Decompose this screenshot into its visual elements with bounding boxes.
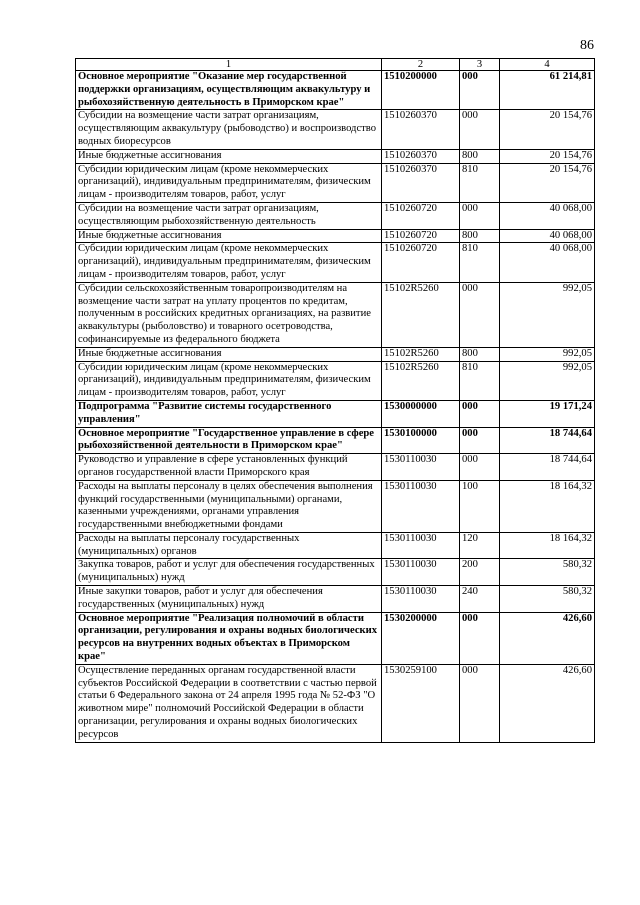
- row-code-cell: 1530110030: [382, 454, 460, 481]
- row-sum-cell: 18 744,64: [500, 427, 595, 454]
- row-code-cell: 1510260370: [382, 110, 460, 149]
- row-sum-cell: 40 068,00: [500, 243, 595, 282]
- row-type-cell: 100: [460, 480, 500, 532]
- row-code-cell: 1510200000: [382, 71, 460, 110]
- row-code-cell: 15102R5260: [382, 347, 460, 361]
- row-code-cell: 1530110030: [382, 480, 460, 532]
- budget-table: [75, 58, 595, 743]
- table-row: [76, 612, 595, 664]
- row-name-cell: Субсидии на возмещение части затрат организациям, осуществляющим рыбохозяйственную деятельность: [76, 202, 382, 229]
- row-name-cell: Субсидии юридическим лицам (кроме некоммерческих организаций), индивидуальным предпринимателям, физическим лицам - производителям товаров, работ, услуг: [76, 243, 382, 282]
- row-sum-cell: 580,32: [500, 586, 595, 613]
- table-row: [76, 532, 595, 559]
- table-row: [76, 163, 595, 202]
- row-name-cell: Основное мероприятие "Оказание мер государственной поддержки организациям, осуществляющим аквакультуру и рыбохозяйственную деятельность в Приморском крае": [76, 71, 382, 110]
- row-code-cell: 15102R5260: [382, 282, 460, 347]
- row-sum-cell: 20 154,76: [500, 163, 595, 202]
- row-sum-cell: 992,05: [500, 347, 595, 361]
- row-type-cell: 000: [460, 454, 500, 481]
- row-type-cell: 810: [460, 163, 500, 202]
- row-type-cell: 000: [460, 400, 500, 427]
- row-sum-cell: 18 744,64: [500, 454, 595, 481]
- row-code-cell: 1530110030: [382, 532, 460, 559]
- row-type-cell: 810: [460, 243, 500, 282]
- row-type-cell: 800: [460, 149, 500, 163]
- row-sum-cell: 61 214,81: [500, 71, 595, 110]
- row-type-cell: 240: [460, 586, 500, 613]
- table-row: [76, 361, 595, 400]
- row-sum-cell: 426,60: [500, 612, 595, 664]
- row-type-cell: 200: [460, 559, 500, 586]
- row-name-cell: Закупка товаров, работ и услуг для обеспечения государственных (муниципальных) нужд: [76, 559, 382, 586]
- row-code-cell: 1510260720: [382, 202, 460, 229]
- row-type-cell: 000: [460, 202, 500, 229]
- table-row: [76, 243, 595, 282]
- row-name-cell: Субсидии юридическим лицам (кроме некоммерческих организаций), индивидуальным предпринимателям, физическим лицам - производителям товаров, работ, услуг: [76, 361, 382, 400]
- table-row: [76, 71, 595, 110]
- row-code-cell: 1530110030: [382, 559, 460, 586]
- table-row: [76, 202, 595, 229]
- row-sum-cell: 426,60: [500, 664, 595, 742]
- row-code-cell: 1530110030: [382, 586, 460, 613]
- row-type-cell: 000: [460, 427, 500, 454]
- column-header-3: 3: [460, 59, 500, 71]
- table-row: [76, 480, 595, 532]
- row-code-cell: 1510260370: [382, 163, 460, 202]
- table-row: [76, 400, 595, 427]
- column-header-2: 2: [382, 59, 460, 71]
- row-name-cell: Иные бюджетные ассигнования: [76, 347, 382, 361]
- column-header-4: 4: [500, 59, 595, 71]
- row-code-cell: 15102R5260: [382, 361, 460, 400]
- table-row: [76, 229, 595, 243]
- table-row: [76, 149, 595, 163]
- row-type-cell: 000: [460, 612, 500, 664]
- table-row: [76, 110, 595, 149]
- row-sum-cell: 20 154,76: [500, 110, 595, 149]
- row-code-cell: 1530259100: [382, 664, 460, 742]
- row-sum-cell: 18 164,32: [500, 532, 595, 559]
- page-number: 86: [580, 38, 594, 53]
- table-row: [76, 347, 595, 361]
- row-name-cell: Основное мероприятие "Государственное управление в сфере рыбохозяйственной деятельности в Приморском крае": [76, 427, 382, 454]
- row-sum-cell: 40 068,00: [500, 202, 595, 229]
- row-type-cell: 800: [460, 347, 500, 361]
- row-name-cell: Иные закупки товаров, работ и услуг для обеспечения государственных (муниципальных) нужд: [76, 586, 382, 613]
- row-name-cell: Расходы на выплаты персоналу в целях обеспечения выполнения функций государственными (муниципальными) органами, казенными учреждениями, органами управления государственными внебюджетными фондами: [76, 480, 382, 532]
- row-name-cell: Иные бюджетные ассигнования: [76, 149, 382, 163]
- row-sum-cell: 992,05: [500, 361, 595, 400]
- row-code-cell: 1510260720: [382, 229, 460, 243]
- row-type-cell: 000: [460, 664, 500, 742]
- row-name-cell: Основное мероприятие "Реализация полномочий в области организации, регулирования и охраны водных биологических ресурсов на внутренних водных объектах в Приморском крае": [76, 612, 382, 664]
- row-sum-cell: 40 068,00: [500, 229, 595, 243]
- row-name-cell: Субсидии юридическим лицам (кроме некоммерческих организаций), индивидуальным предпринимателям, физическим лицам - производителям товаров, работ, услуг: [76, 163, 382, 202]
- row-type-cell: 000: [460, 282, 500, 347]
- row-type-cell: 000: [460, 110, 500, 149]
- row-sum-cell: 580,32: [500, 559, 595, 586]
- row-name-cell: Субсидии на возмещение части затрат организациям, осуществляющим аквакультуру (рыбоводство) и воспроизводство водных биоресурсов: [76, 110, 382, 149]
- row-type-cell: 120: [460, 532, 500, 559]
- row-sum-cell: 19 171,24: [500, 400, 595, 427]
- row-type-cell: 810: [460, 361, 500, 400]
- row-sum-cell: 20 154,76: [500, 149, 595, 163]
- row-type-cell: 800: [460, 229, 500, 243]
- table-row: [76, 559, 595, 586]
- table-row: [76, 454, 595, 481]
- row-sum-cell: 992,05: [500, 282, 595, 347]
- row-type-cell: 000: [460, 71, 500, 110]
- table-row: [76, 586, 595, 613]
- table-row: [76, 427, 595, 454]
- column-header-1: 1: [76, 59, 382, 71]
- table-row: [76, 664, 595, 742]
- row-code-cell: 1530000000: [382, 400, 460, 427]
- row-name-cell: Подпрограмма "Развитие системы государственного управления": [76, 400, 382, 427]
- table-row: [76, 282, 595, 347]
- row-code-cell: 1510260370: [382, 149, 460, 163]
- table-header-row: [76, 59, 595, 71]
- row-name-cell: Расходы на выплаты персоналу государственных (муниципальных) органов: [76, 532, 382, 559]
- row-name-cell: Субсидии сельскохозяйственным товаропроизводителям на возмещение части затрат на уплату процентов по кредитам, полученным в российских кредитных организациях, на развитие аквакультуры (рыболовство) и товарного осетроводства, софинансируемые из федерального бюджета: [76, 282, 382, 347]
- row-sum-cell: 18 164,32: [500, 480, 595, 532]
- row-name-cell: Осуществление переданных органам государственной власти субъектов Российской Федерации в соответствии с частью первой статьи 6 Федерального закона от 24 апреля 1995 года № 52-ФЗ "О животном мире" полномочий Российской Федерации в области организации, регулирования и охраны водных биологических ресурсов: [76, 664, 382, 742]
- row-code-cell: 1530200000: [382, 612, 460, 664]
- row-name-cell: Иные бюджетные ассигнования: [76, 229, 382, 243]
- row-code-cell: 1510260720: [382, 243, 460, 282]
- row-name-cell: Руководство и управление в сфере установленных функций органов государственной власти Приморского края: [76, 454, 382, 481]
- row-code-cell: 1530100000: [382, 427, 460, 454]
